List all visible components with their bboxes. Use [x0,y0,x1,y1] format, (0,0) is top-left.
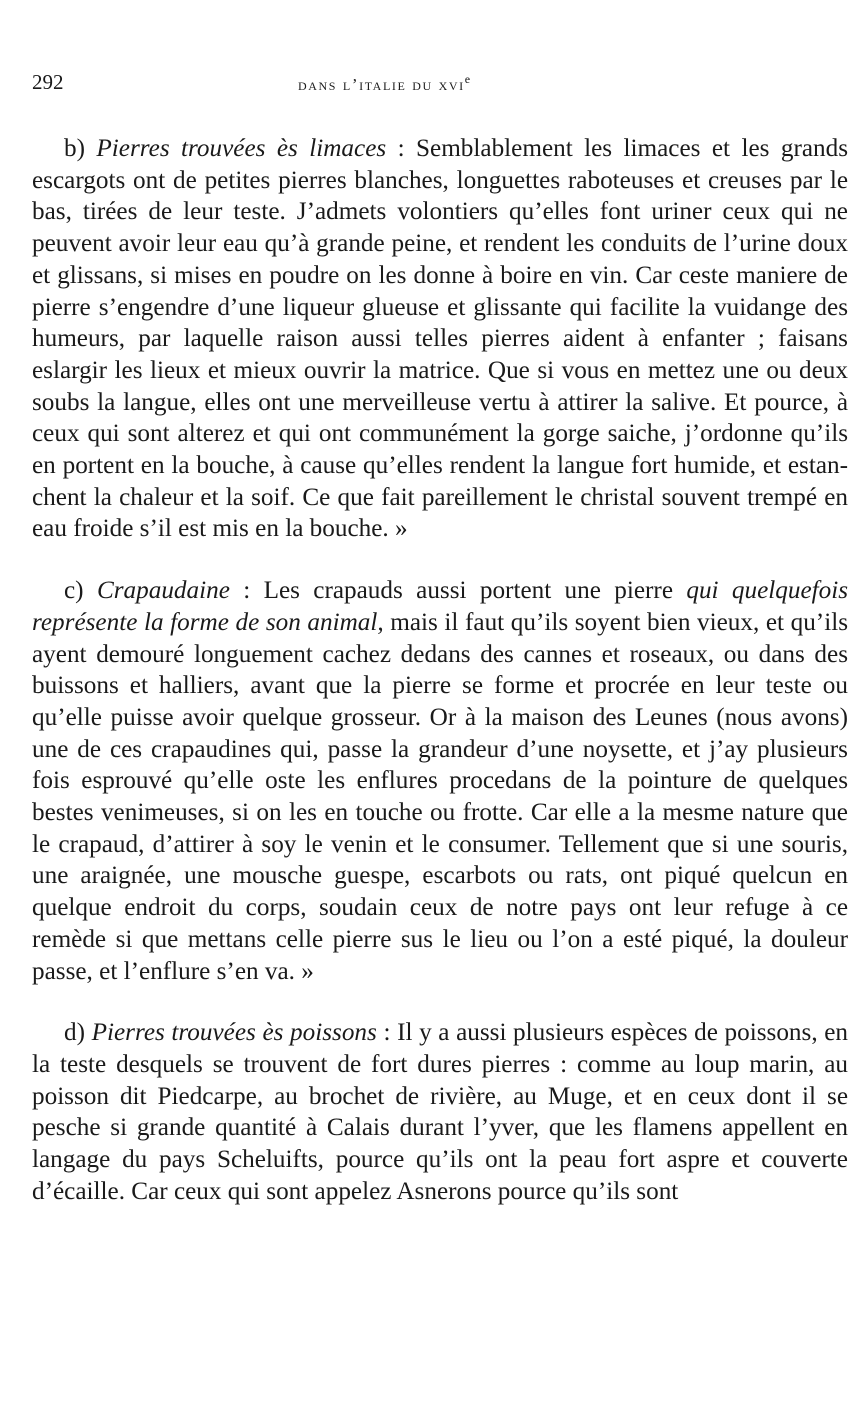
paragraph-b-separator: : [386,135,417,162]
paragraph-c-text-after: mais il faut qu’ils soyent bien vieux, et qu’ils ayent demouré longuement cachez dedans des cannes et roseaux, ou dans des buissons et halliers, avant que la pierre se forme et procrée en leur teste ou qu’elle puisse avoir quelque grosseur. Or à la maison des Leunes (nous avons) une de ces crapaudines qui, passe la grandeur d’une noysette, et j’ay plusieurs fois esprouvé qu’elle oste les enflures procedans de la pointure de quelques bestes venimeuses, si on les en touche ou frotte. Car elle a la mesme nature que le crapaud, d’attirer à soy le venin et le consumer. Tellement que si une souris, une araignée, une mousche guespe, escarbots ou rats, ont piqué quelcun en quelque endroit du corps, soudain ceux de notre pays ont leur refuge à ce remède si que mettans celle pierre sus le lieu ou l’on a esté piqué, la douleur passe, et l’enflure s’en va. » [32,608,848,985]
running-head [32,70,848,100]
paragraph-d [32,1017,848,1207]
page-number: 292 [32,70,64,94]
paragraph-b-heading: Pierres trouvées ès limaces [96,135,387,162]
running-title [298,72,472,95]
paragraph-c-heading: Crapaudaine [96,577,230,605]
paragraph-c-text-before: Les crapauds aussi portent une pierre [263,577,687,605]
paragraph-c-separator: : [229,577,264,605]
running-title-text: dans l’italie du xvi [298,75,465,94]
paragraph-b [32,133,848,545]
book-page [32,70,848,1208]
paragraph-c [32,575,848,987]
paragraph-d-separator: : [376,1019,398,1047]
running-title-superscript: e [464,72,472,86]
paragraph-c-label: c) [64,577,84,605]
paragraph-b-text: Semblablement les limaces et les grands escargots ont de petites pierres blanches, longuettes raboteuses et creuses par le bas, tirées de leur teste. J’admets volontiers qu’elles font uriner ceux qui ne peuvent avoir leur eau qu’à grande peine, et rendent les conduits de l’urine doux et glissans, si mises en poudre on les donne à boire en vin. Car ceste maniere de pierre s’engendre d’une liqueur glueuse et glissante qui facilite la vuidange des humeurs, par laquelle raison aussi telles pierres aident à enfanter ; faisans eslargir les lieux et mieux ouvrir la matrice. Que si vous en mettez une ou deux soubs la langue, elles ont une merveilleuse vertu à attirer la salive. Et pource, à ceux qui sont alterez et qui ont communément la gorge saiche, j’ordonne qu’ils en portent en la bouche, à cause qu’elles rendent la langue fort humide, et estanchent la chaleur et la soif. Ce que fait pareillement le christal souvent trempé en eau froide s’il est mis en la bouche. » [32,135,849,543]
paragraph-d-label: d) [64,1019,85,1047]
paragraph-d-heading: Pierres trouvées ès poissons [91,1019,377,1047]
paragraph-c-italic-phrase: qui quelquefois représente la forme de son animal, [32,577,849,636]
paragraph-b-label: b) [64,135,85,162]
paragraph-d-text: Il y a aussi plusieurs espèces de poissons, en la teste desquels se trouvent de fort dures pierres : comme au loup marin, au poisson dit Piedcarpe, au brochet de rivière, au Muge, et en ceux dont il se pesche si grande quantité à Calais durant l’yver, que les flamens appellent en langage du pays Scheluifts, pource qu’ils ont la peau fort aspre et couverte d’écaille. Car ceux qui sont appelez Asnerons pource qu’ils sont [32,1019,849,1205]
